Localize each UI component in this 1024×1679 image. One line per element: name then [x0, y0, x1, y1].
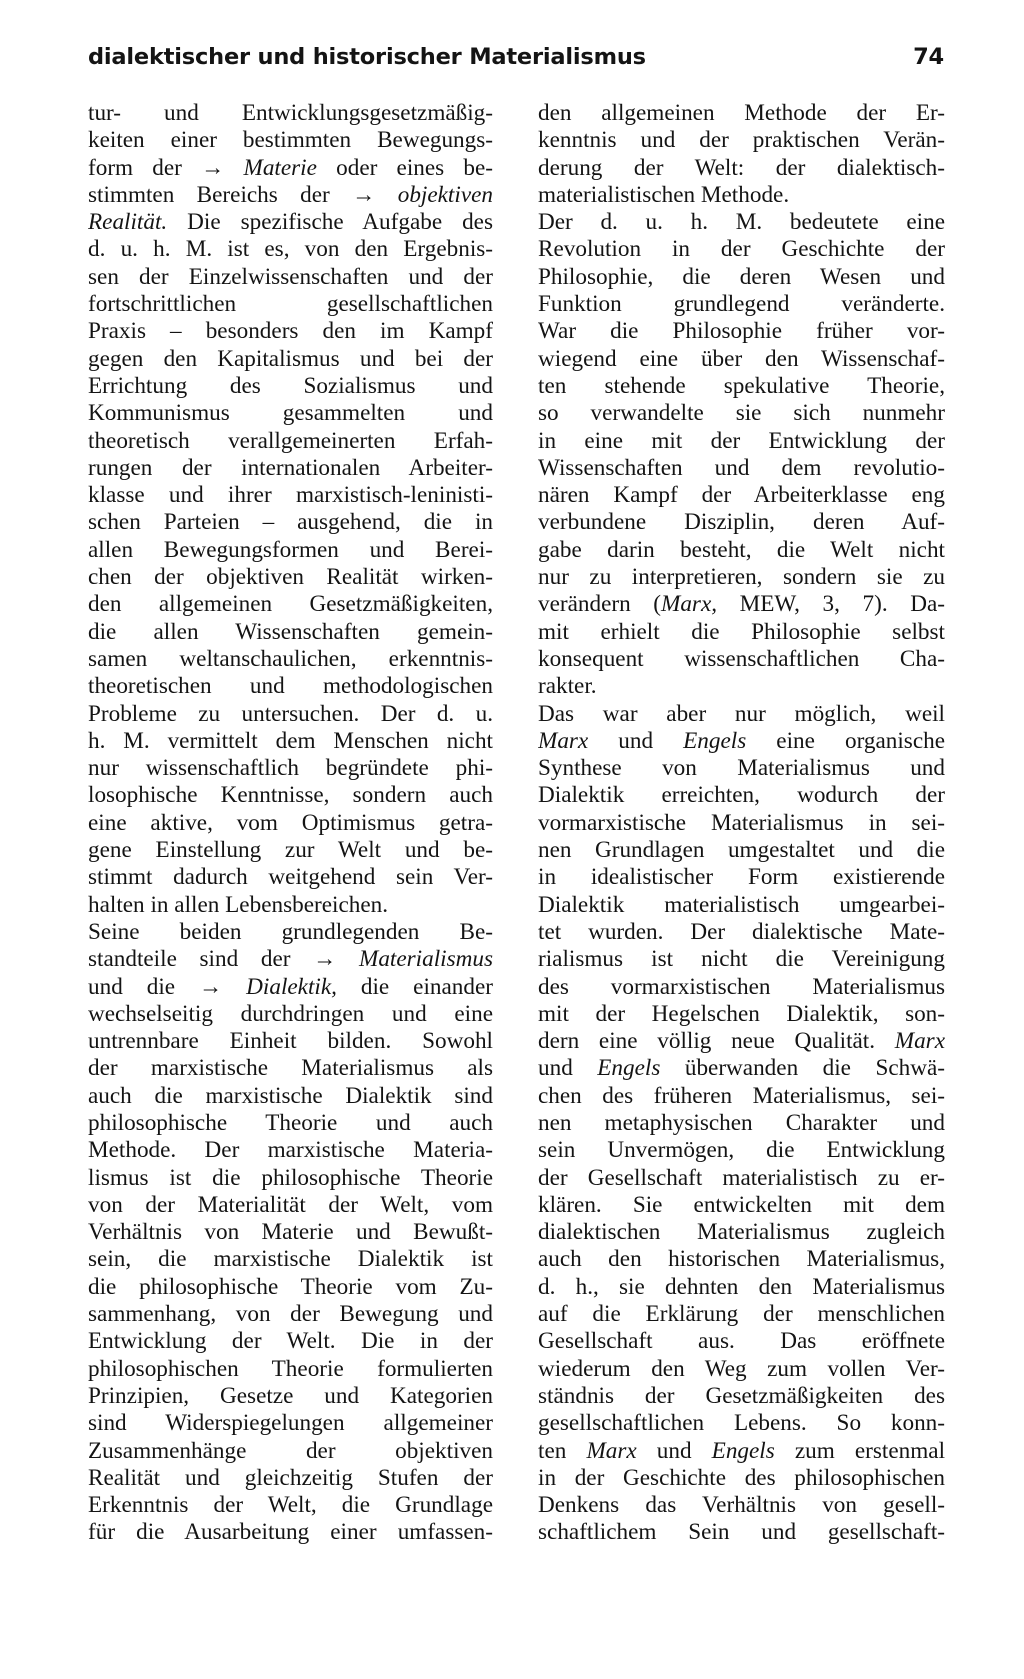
text-line: Denkens das Verhältnis von gesell-: [538, 1492, 945, 1519]
text-line: sein, die marxistische Dialektik ist: [88, 1246, 493, 1273]
text-line: chen der objektiven Realität wirken-: [88, 564, 493, 591]
text-line: losophische Kenntnisse, sondern auch: [88, 782, 493, 809]
text-line: gesellschaftlichen Lebens. So konn-: [538, 1410, 945, 1437]
text-line: stimmten Bereichs der → objektiven: [88, 181, 493, 208]
text-line: konsequent wissenschaftlichen Cha-: [538, 645, 945, 672]
text-line: Methode. Der marxistische Materia-: [88, 1137, 493, 1164]
text-line: Seine beiden grundlegenden Be-: [88, 918, 493, 945]
text-line: klasse und ihrer marxistisch-leninisti-: [88, 482, 493, 509]
text-line: wechselseitig durchdringen und eine: [88, 1000, 493, 1027]
running-title: dialektischer und historischer Materialismus: [88, 44, 646, 70]
text-line: Dialektik erreichten, wodurch der: [538, 782, 945, 809]
text-line: dern eine völlig neue Qualität. Marx: [538, 1028, 945, 1055]
text-line: sen der Einzelwissenschaften und der: [88, 263, 493, 290]
text-line: philosophischen Theorie formulierten: [88, 1355, 493, 1382]
text-line: tet wurden. Der dialektische Mate-: [538, 918, 945, 945]
text-line: ten Marx und Engels zum erstenmal: [538, 1437, 945, 1464]
text-line: Prinzipien, Gesetze und Kategorien: [88, 1382, 493, 1409]
text-line: klären. Sie entwickelten mit dem: [538, 1191, 945, 1218]
text-line: in idealistischer Form existierende: [538, 864, 945, 891]
text-line: in der Geschichte des philosophischen: [538, 1464, 945, 1491]
text-line: nur wissenschaftlich begründete phi-: [88, 755, 493, 782]
text-line: nären Kampf der Arbeiterklasse eng: [538, 482, 945, 509]
text-line: der Gesellschaft materialistisch zu er-: [538, 1164, 945, 1191]
text-line: auch den historischen Materialismus,: [538, 1246, 945, 1273]
text-line: h. M. vermittelt dem Menschen nicht: [88, 727, 493, 754]
text-line: form der → Materie oder eines be-: [88, 154, 493, 181]
text-line: standteile sind der → Materialismus: [88, 946, 493, 973]
text-line: für die Ausarbeitung einer umfassen-: [88, 1519, 493, 1546]
text-line: in eine mit der Entwicklung der: [538, 427, 945, 454]
text-line: theoretisch verallgemeinerten Erfah-: [88, 427, 493, 454]
text-line: Kommunismus gesammelten und: [88, 400, 493, 427]
text-line: mit erhielt die Philosophie selbst: [538, 618, 945, 645]
text-line: gene Einstellung zur Welt und be-: [88, 837, 493, 864]
text-line: samen weltanschaulichen, erkenntnis-: [88, 645, 493, 672]
text-line: Der d. u. h. M. bedeutete eine: [538, 209, 945, 236]
text-line: Dialektik materialistisch umgearbei-: [538, 891, 945, 918]
text-line: des vormarxistischen Materialismus: [538, 973, 945, 1000]
text-line: den allgemeinen Methode der Er-: [538, 100, 945, 126]
text-line: Verhältnis von Materie und Bewußt-: [88, 1219, 493, 1246]
text-line: sammenhang, von der Bewegung und: [88, 1301, 493, 1328]
text-line: chen des früheren Materialismus, sei-: [538, 1082, 945, 1109]
text-line: vormarxistische Materialismus in sei-: [538, 809, 945, 836]
text-line: sind Widerspiegelungen allgemeiner: [88, 1410, 493, 1437]
text-line: und Engels überwanden die Schwä-: [538, 1055, 945, 1082]
text-line: und die → Dialektik, die einander: [88, 973, 493, 1000]
text-line: philosophische Theorie und auch: [88, 1109, 493, 1136]
text-line: Erkenntnis der Welt, die Grundlage: [88, 1492, 493, 1519]
text-line: fortschrittlichen gesellschaftlichen: [88, 291, 493, 318]
right-text-column: [538, 100, 945, 1547]
text-line: Probleme zu untersuchen. Der d. u.: [88, 700, 493, 727]
text-line: War die Philosophie früher vor-: [538, 318, 945, 345]
text-line: allen Bewegungsformen und Berei-: [88, 536, 493, 563]
page-number: 74: [913, 44, 944, 70]
left-text-column: [88, 100, 493, 1547]
text-line: Das war aber nur möglich, weil: [538, 700, 945, 727]
text-line: Revolution in der Geschichte der: [538, 236, 945, 263]
text-line: Synthese von Materialismus und: [538, 755, 945, 782]
text-line: Wissenschaften und dem revolutio-: [538, 454, 945, 481]
text-line: nen Grundlagen umgestaltet und die: [538, 837, 945, 864]
text-line: rialismus ist nicht die Vereinigung: [538, 946, 945, 973]
text-line: schen Parteien – ausgehend, die in: [88, 509, 493, 536]
text-line: rungen der internationalen Arbeiter-: [88, 454, 493, 481]
text-line: Zusammenhänge der objektiven: [88, 1437, 493, 1464]
text-line: gabe darin besteht, die Welt nicht: [538, 536, 945, 563]
text-line: gegen den Kapitalismus und bei der: [88, 345, 493, 372]
text-line: ständnis der Gesetzmäßigkeiten des: [538, 1382, 945, 1409]
text-line: der marxistische Materialismus als: [88, 1055, 493, 1082]
text-line: derung der Welt: der dialektisch-: [538, 154, 945, 181]
text-line: dialektischen Materialismus zugleich: [538, 1219, 945, 1246]
text-line: die philosophische Theorie vom Zu-: [88, 1273, 493, 1300]
text-line: sein Unvermögen, die Entwicklung: [538, 1137, 945, 1164]
text-line: nur zu interpretieren, sondern sie zu: [538, 564, 945, 591]
text-line: d. u. h. M. ist es, von den Ergebnis-: [88, 236, 493, 263]
page-header: [88, 44, 944, 84]
text-line: verbundene Disziplin, deren Auf-: [538, 509, 945, 536]
text-line: kenntnis und der praktischen Verän-: [538, 127, 945, 154]
text-line: materialistischen Methode.: [538, 181, 790, 208]
text-line: ten stehende spekulative Theorie,: [538, 372, 945, 399]
text-line: tur- und Entwicklungsgesetzmäßig-: [88, 100, 493, 126]
text-line: halten in allen Lebensbereichen.: [88, 891, 389, 918]
text-line: Funktion grundlegend veränderte.: [538, 291, 945, 318]
text-line: Marx und Engels eine organische: [538, 727, 945, 754]
text-line: wiegend eine über den Wissenschaf-: [538, 345, 945, 372]
text-line: Praxis – besonders den im Kampf: [88, 318, 493, 345]
text-line: Entwicklung der Welt. Die in der: [88, 1328, 493, 1355]
text-line: Realität und gleichzeitig Stufen der: [88, 1464, 493, 1491]
text-line: von der Materialität der Welt, vom: [88, 1191, 493, 1218]
text-line: die allen Wissenschaften gemein-: [88, 618, 493, 645]
text-line: Errichtung des Sozialismus und: [88, 372, 493, 399]
text-line: Philosophie, die deren Wesen und: [538, 263, 945, 290]
text-line: d. h., sie dehnten den Materialismus: [538, 1273, 945, 1300]
text-line: eine aktive, vom Optimismus getra-: [88, 809, 493, 836]
text-line: auch die marxistische Dialektik sind: [88, 1082, 493, 1109]
text-line: den allgemeinen Gesetzmäßigkeiten,: [88, 591, 493, 618]
text-line: auf die Erklärung der menschlichen: [538, 1301, 945, 1328]
text-line: stimmt dadurch weitgehend sein Ver-: [88, 864, 493, 891]
text-line: rakter.: [538, 673, 597, 700]
text-line: untrennbare Einheit bilden. Sowohl: [88, 1028, 493, 1055]
text-line: Gesellschaft aus. Das eröffnete: [538, 1328, 945, 1355]
text-line: verändern (Marx, MEW, 3, 7). Da-: [538, 591, 945, 618]
text-line: mit der Hegelschen Dialektik, son-: [538, 1000, 945, 1027]
text-line: nen metaphysischen Charakter und: [538, 1109, 945, 1136]
text-line: Realität. Die spezifische Aufgabe des: [88, 209, 493, 236]
text-line: wiederum den Weg zum vollen Ver-: [538, 1355, 945, 1382]
text-line: keiten einer bestimmten Bewegungs-: [88, 127, 493, 154]
text-line: so verwandelte sie sich nunmehr: [538, 400, 945, 427]
text-line: lismus ist die philosophische Theorie: [88, 1164, 493, 1191]
text-line: theoretischen und methodologischen: [88, 673, 493, 700]
text-line: schaftlichem Sein und gesellschaft-: [538, 1519, 945, 1546]
